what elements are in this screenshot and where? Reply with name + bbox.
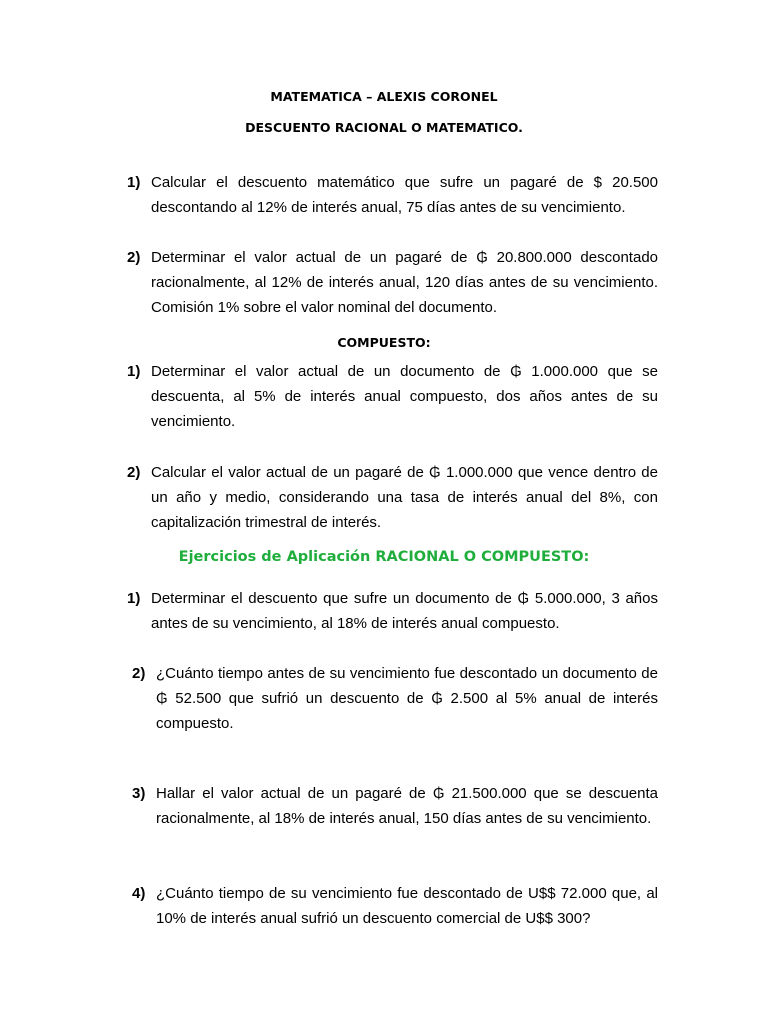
- section-heading-aplicacion: Ejercicios de Aplicación RACIONAL O COMPUESTO:: [178, 549, 590, 565]
- list-item: [127, 460, 658, 535]
- item-number: 4): [132, 885, 146, 902]
- item-text: Determinar el valor actual de un pagaré de ₲ 20.800.000 descontado racionalmente, al 12% de interés anual, 120 días antes de su vencimiento. Comisión 1% sobre el valor nominal del documento.: [151, 249, 658, 316]
- document-title: MATEMATICA – ALEXIS CORONEL: [270, 89, 498, 104]
- item-text: Hallar el valor actual de un pagaré de ₲ 21.500.000 que se descuenta racionalmente, al 18% de interés anual, 150 días antes de su vencimiento.: [156, 785, 658, 827]
- item-number: 3): [132, 785, 146, 802]
- item-number: 2): [132, 665, 146, 682]
- list-item: [127, 245, 658, 320]
- document-subtitle: DESCUENTO RACIONAL O MATEMATICO.: [245, 120, 523, 135]
- item-text: Determinar el valor actual de un documento de ₲ 1.000.000 que se descuenta, al 5% de interés anual compuesto, dos años antes de su vencimiento.: [151, 363, 658, 430]
- section-heading-compuesto: COMPUESTO:: [337, 335, 431, 350]
- list-item: [127, 359, 658, 434]
- list-item: [127, 586, 658, 636]
- list-item: [132, 661, 658, 736]
- item-number: 2): [127, 464, 141, 481]
- item-text: Determinar el descuento que sufre un documento de ₲ 5.000.000, 3 años antes de su vencimiento, al 18% de interés anual compuesto.: [151, 590, 658, 632]
- item-number: 1): [127, 363, 141, 380]
- item-number: 1): [127, 590, 141, 607]
- item-text: ¿Cuánto tiempo de su vencimiento fue descontado de U$$ 72.000 que, al 10% de interés anual sufrió un descuento comercial de U$$ 300?: [156, 885, 658, 927]
- item-number: 2): [127, 249, 141, 266]
- item-number: 1): [127, 174, 141, 191]
- item-text: Calcular el valor actual de un pagaré de ₲ 1.000.000 que vence dentro de un año y medio, considerando una tasa de interés anual del 8%, con capitalización trimestral de interés.: [151, 464, 658, 531]
- item-text: ¿Cuánto tiempo antes de su vencimiento fue descontado un documento de ₲ 52.500 que sufrió un descuento de ₲ 2.500 al 5% anual de interés compuesto.: [156, 665, 658, 732]
- list-item: [132, 881, 658, 931]
- item-text: Calcular el descuento matemático que sufre un pagaré de $ 20.500 descontando al 12% de interés anual, 75 días antes de su vencimiento.: [151, 174, 658, 216]
- list-item: [132, 781, 658, 831]
- list-item: [127, 170, 658, 220]
